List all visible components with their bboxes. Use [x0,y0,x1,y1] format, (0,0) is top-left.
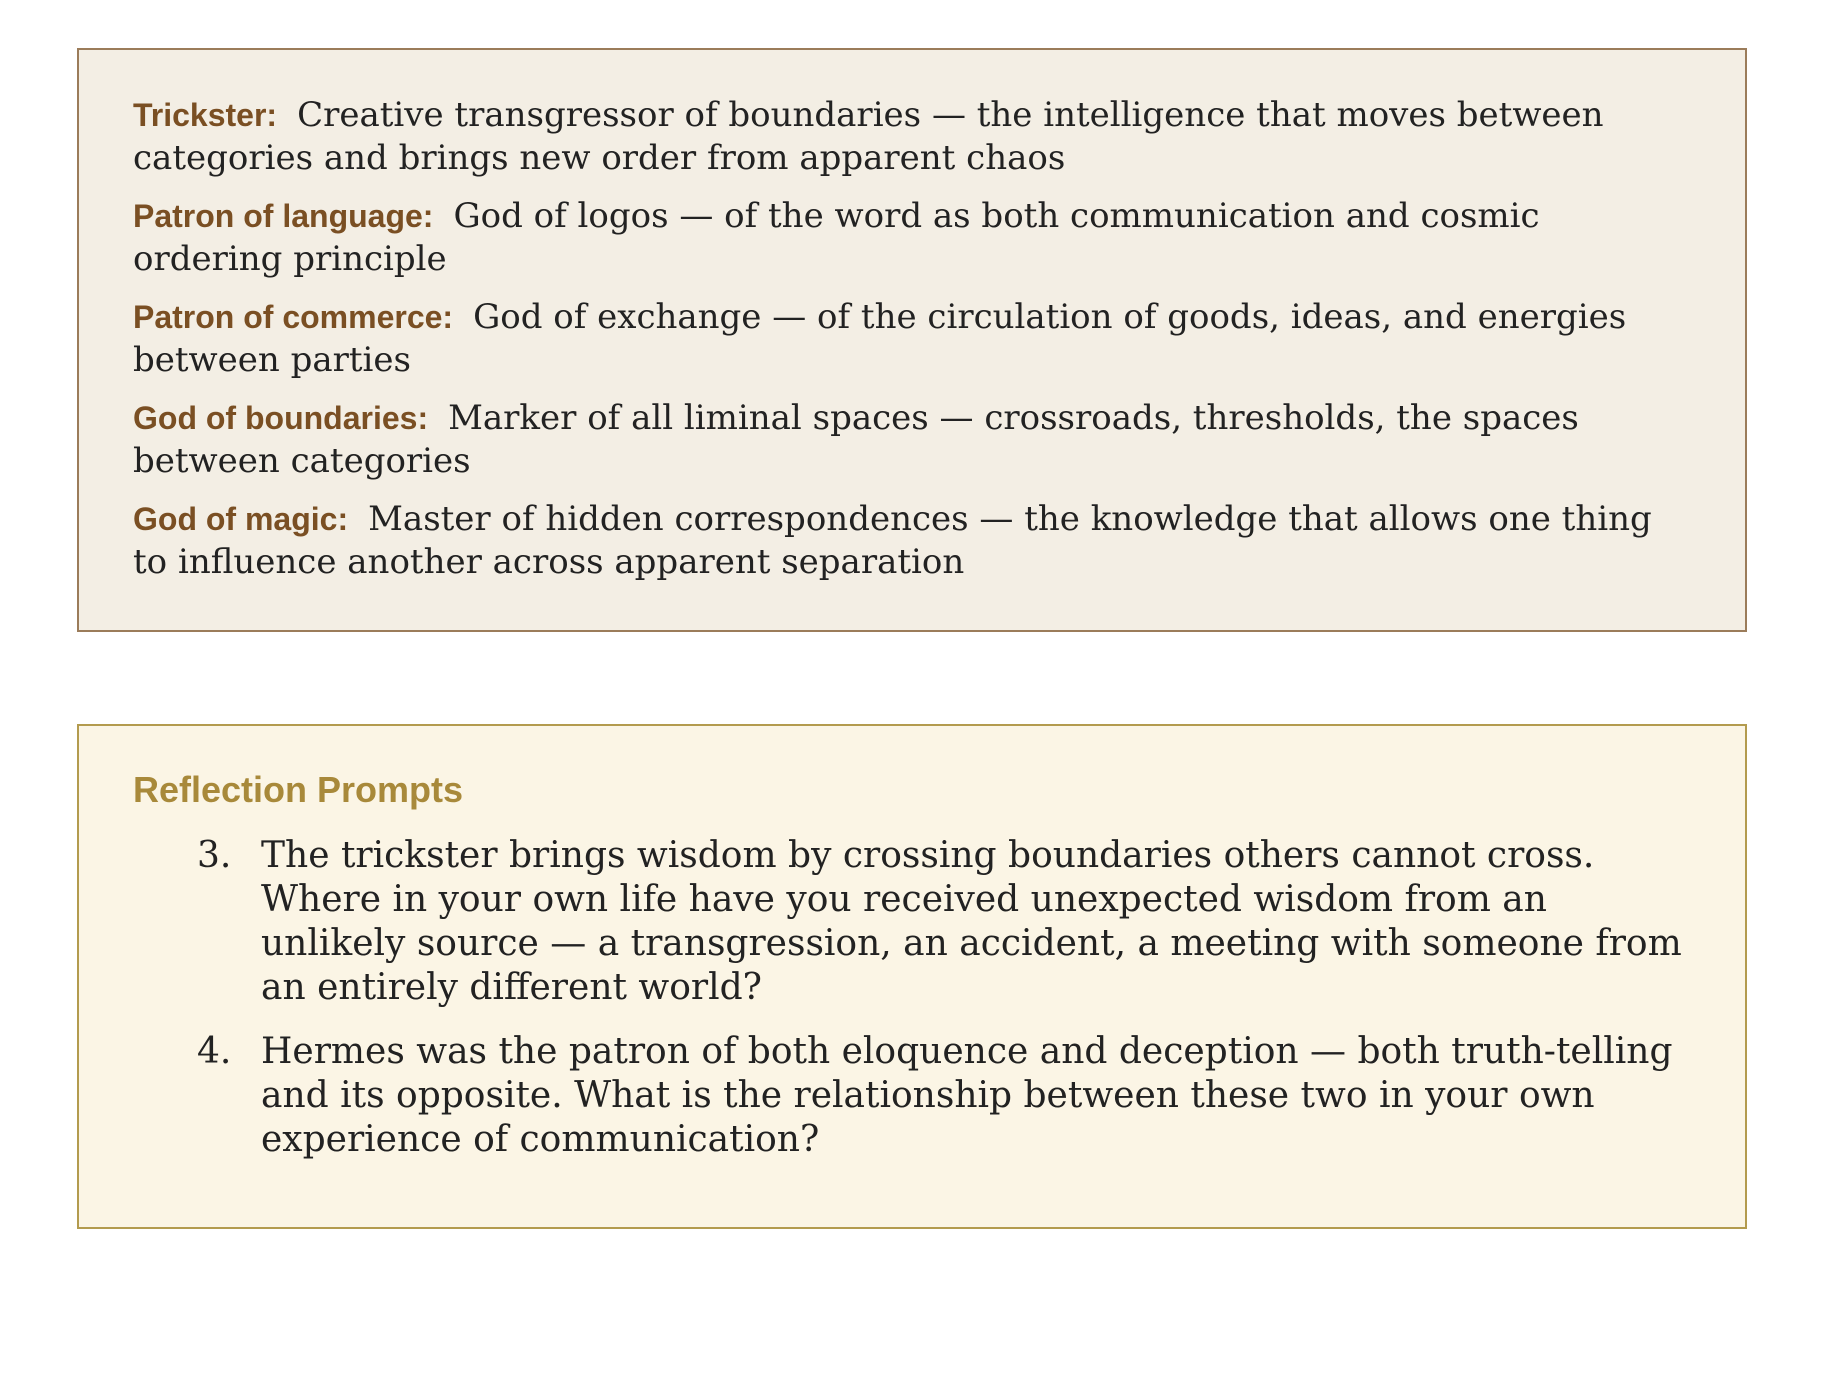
definition-item-commerce [133,296,1691,382]
definition-term: Patron of language: [133,198,434,234]
definition-description: Creative transgressor of boundaries — the intelligence that moves between categories and brings new order from apparent chaos [133,95,1604,178]
definition-term: Trickster: [133,97,278,133]
definition-description: God of logos — of the word as both communication and cosmic ordering principle [133,196,1540,279]
definition-description: Marker of all liminal spaces — crossroads, thresholds, the spaces between categories [133,398,1579,481]
definition-term: Patron of commerce: [133,299,454,335]
reflection-prompts-title: Reflection Prompts [133,769,464,810]
definition-description: Master of hidden correspondences — the knowledge that allows one thing to influence another across apparent separation [133,499,1652,582]
definitions-box [77,48,1747,632]
definition-term: God of magic: [133,501,349,537]
prompt-text: The trickster brings wisdom by crossing boundaries others cannot cross. Where in your own life have you received unexpected wisdom from an unlikely source — a transgression, an accident, a meeting with someone from an entirely different world? [261,835,1682,1008]
definition-item-trickster [133,94,1691,180]
prompt-text: Hermes was the patron of both eloquence and deception — both truth-telling and its opposite. What is the relationship between these two in your own experience of communication? [261,1031,1673,1160]
prompt-number: 4. [197,1031,232,1072]
definition-item-boundaries [133,397,1691,483]
reflection-prompts-box [77,724,1747,1229]
reflection-prompt-item [133,834,1691,1010]
definition-description: God of exchange — of the circulation of goods, ideas, and energies between parties [133,297,1627,380]
definition-item-magic [133,498,1691,584]
definition-item-language [133,195,1691,281]
reflection-prompt-item [133,1030,1691,1162]
reflection-prompt-list [133,834,1691,1162]
definition-term: God of boundaries: [133,400,429,436]
prompt-number: 3. [197,835,232,876]
